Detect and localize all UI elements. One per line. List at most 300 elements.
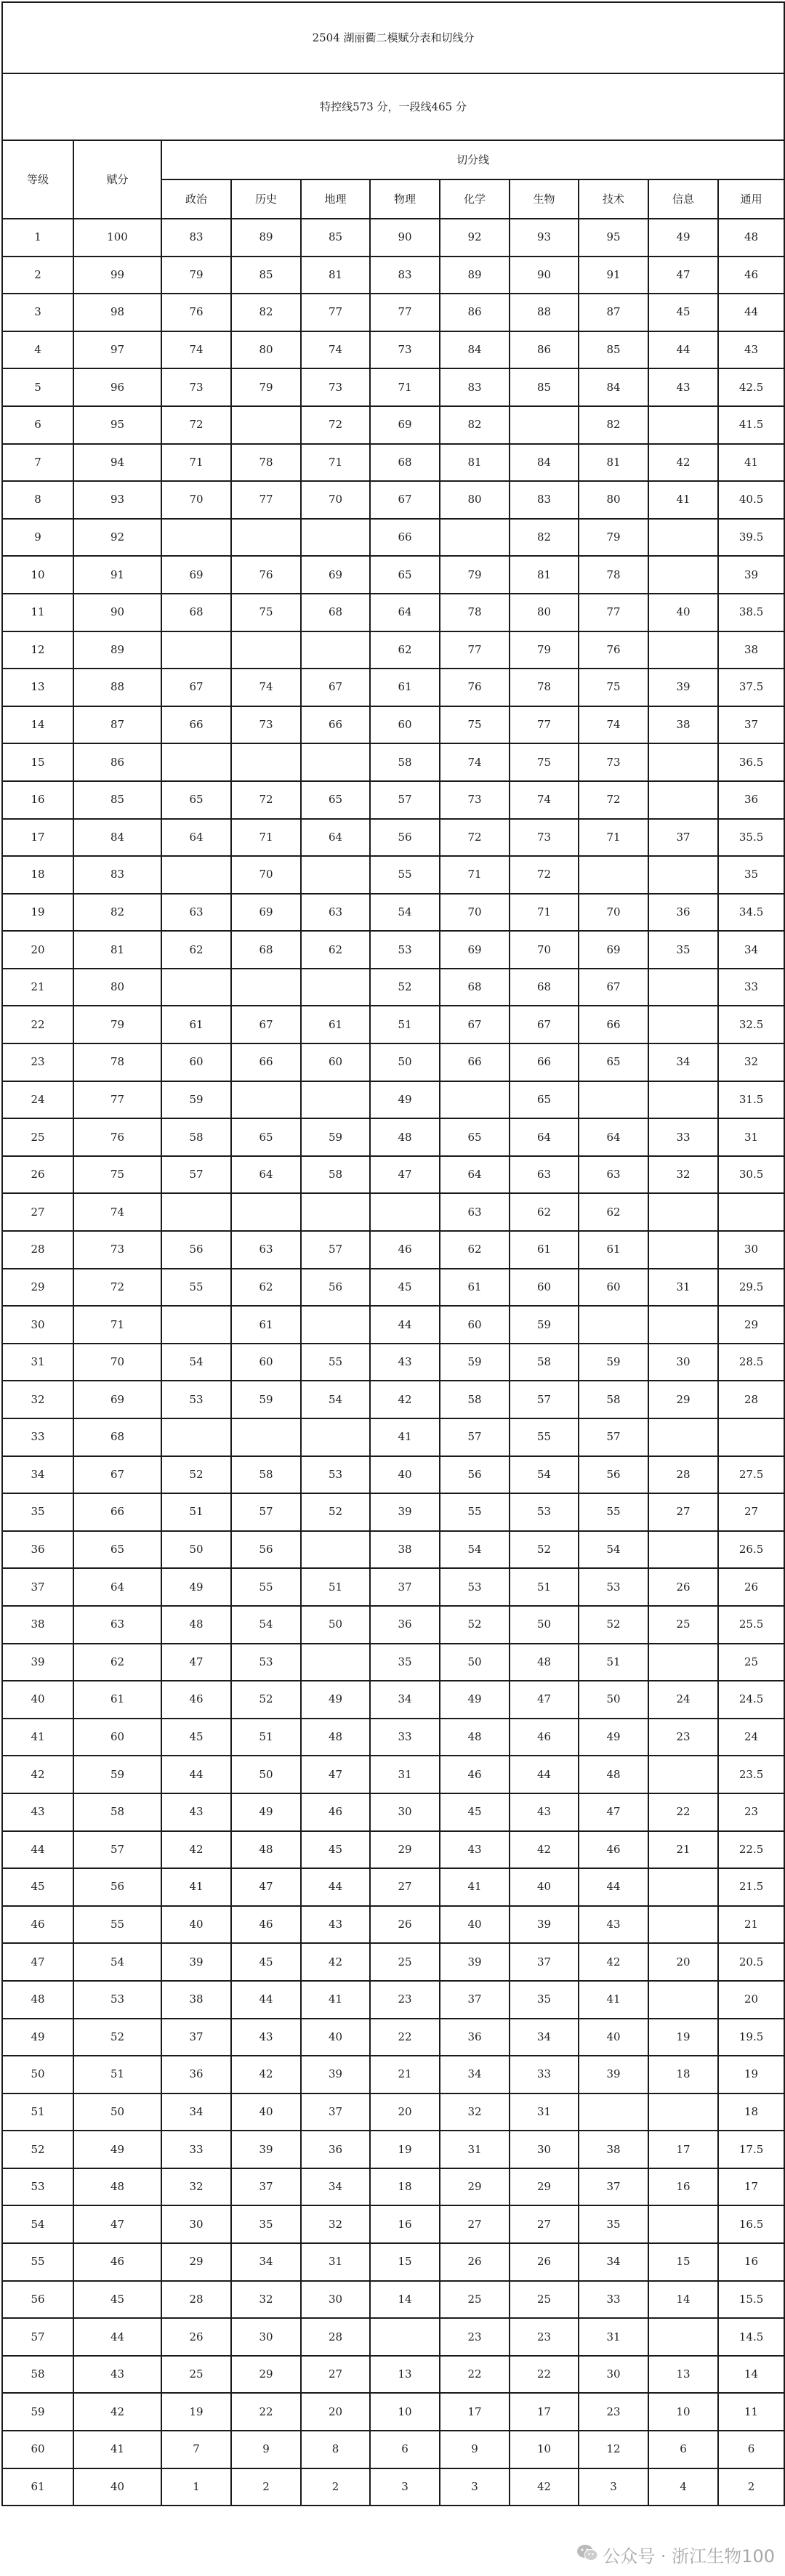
cut-score-cell: 65 bbox=[370, 556, 440, 594]
cut-score-cell: 23 bbox=[718, 1793, 784, 1831]
cut-score-cell: 69 bbox=[579, 931, 648, 969]
cut-score-cell: 39 bbox=[718, 556, 784, 594]
score-cell: 67 bbox=[73, 1456, 161, 1494]
cut-score-cell: 24 bbox=[718, 1719, 784, 1756]
level-cell: 30 bbox=[2, 1306, 73, 1344]
table-row bbox=[2, 1081, 784, 1119]
cut-score-cell: 34 bbox=[579, 2243, 648, 2281]
table-row bbox=[2, 2393, 784, 2431]
cut-score-cell: 63 bbox=[301, 894, 370, 932]
cut-score-cell: 26 bbox=[370, 1906, 440, 1944]
cut-score-cell: 22 bbox=[231, 2393, 301, 2431]
cut-score-cell: 73 bbox=[579, 743, 648, 781]
cut-score-cell: 49 bbox=[301, 1681, 370, 1719]
cut-score-cell: 30.5 bbox=[718, 1156, 784, 1194]
cut-score-cell: 36 bbox=[370, 1606, 440, 1644]
cut-score-cell: 34 bbox=[301, 2168, 370, 2206]
cut-score-cell: 62 bbox=[161, 931, 231, 969]
cut-score-cell: 18 bbox=[718, 2093, 784, 2131]
cut-score-cell: 79 bbox=[579, 519, 648, 557]
cut-score-cell: 30 bbox=[648, 1344, 718, 1381]
score-cell: 58 bbox=[73, 1793, 161, 1831]
cut-score-cell: 74 bbox=[161, 331, 231, 369]
cut-score-cell: 35 bbox=[231, 2205, 301, 2243]
cut-score-cell: 46 bbox=[510, 1719, 579, 1756]
cut-score-cell: 39 bbox=[370, 1493, 440, 1531]
cut-score-cell bbox=[301, 1418, 370, 1456]
cut-score-cell: 48 bbox=[161, 1606, 231, 1644]
cut-score-cell: 70 bbox=[579, 894, 648, 932]
cut-score-cell: 39 bbox=[161, 1943, 231, 1981]
score-cell: 91 bbox=[73, 556, 161, 594]
cut-score-cell: 43 bbox=[370, 1344, 440, 1381]
table-row bbox=[2, 1943, 784, 1981]
cut-score-cell: 65 bbox=[579, 1043, 648, 1081]
score-cell: 70 bbox=[73, 1344, 161, 1381]
level-cell: 54 bbox=[2, 2205, 73, 2243]
cut-score-cell bbox=[231, 406, 301, 444]
cut-score-cell: 40 bbox=[301, 2019, 370, 2056]
cut-score-cell: 62 bbox=[510, 1193, 579, 1231]
cut-score-cell: 80 bbox=[440, 481, 510, 519]
score-cell: 87 bbox=[73, 706, 161, 744]
cut-score-cell: 66 bbox=[161, 706, 231, 744]
cut-score-cell: 89 bbox=[231, 219, 301, 257]
cut-score-cell: 58 bbox=[510, 1344, 579, 1381]
cut-score-cell: 65 bbox=[161, 781, 231, 819]
cut-score-cell: 36 bbox=[161, 2056, 231, 2093]
cut-score-cell: 41 bbox=[440, 1868, 510, 1906]
cut-score-cell bbox=[648, 1868, 718, 1906]
subject-header: 生物 bbox=[510, 179, 579, 219]
cut-score-cell: 57 bbox=[301, 1231, 370, 1269]
cut-score-cell: 60 bbox=[231, 1344, 301, 1381]
cut-score-cell: 37 bbox=[301, 2093, 370, 2131]
cut-score-cell: 11 bbox=[718, 2393, 784, 2431]
cut-score-cell bbox=[648, 2205, 718, 2243]
cut-score-cell: 19 bbox=[161, 2393, 231, 2431]
cut-score-cell: 39.5 bbox=[718, 519, 784, 557]
score-cell: 79 bbox=[73, 1006, 161, 1043]
cut-score-cell: 20 bbox=[370, 2093, 440, 2131]
cut-score-cell: 86 bbox=[440, 294, 510, 331]
cut-score-cell: 55 bbox=[510, 1418, 579, 1456]
cut-score-cell: 83 bbox=[161, 219, 231, 257]
cut-score-cell: 57 bbox=[579, 1418, 648, 1456]
cut-score-cell: 55 bbox=[231, 1568, 301, 1606]
cut-score-cell: 23 bbox=[370, 1981, 440, 2019]
cut-score-cell: 12 bbox=[579, 2431, 648, 2468]
cut-score-cell: 34 bbox=[231, 2243, 301, 2281]
cut-score-cell: 38 bbox=[370, 1531, 440, 1569]
score-cell: 57 bbox=[73, 1831, 161, 1869]
cut-score-cell: 84 bbox=[440, 331, 510, 369]
score-cell: 99 bbox=[73, 257, 161, 294]
cut-score-cell: 56 bbox=[231, 1531, 301, 1569]
cut-score-cell: 45 bbox=[301, 1831, 370, 1869]
level-cell: 58 bbox=[2, 2356, 73, 2394]
table-row bbox=[2, 1306, 784, 1344]
cut-score-cell: 36 bbox=[648, 894, 718, 932]
cut-score-cell: 48 bbox=[718, 219, 784, 257]
score-cell: 92 bbox=[73, 519, 161, 557]
cut-score-cell: 83 bbox=[440, 368, 510, 406]
score-cell: 95 bbox=[73, 406, 161, 444]
cut-score-cell bbox=[579, 2093, 648, 2131]
cut-score-cell: 1 bbox=[161, 2468, 231, 2506]
cut-score-cell: 66 bbox=[231, 1043, 301, 1081]
cut-score-cell: 51 bbox=[579, 1644, 648, 1681]
table-row bbox=[2, 444, 784, 482]
cut-score-cell: 34.5 bbox=[718, 894, 784, 932]
cut-score-cell: 47 bbox=[370, 1156, 440, 1194]
table-row bbox=[2, 2281, 784, 2319]
score-cell: 61 bbox=[73, 1681, 161, 1719]
cut-score-cell: 45 bbox=[231, 1943, 301, 1981]
cut-score-cell: 30 bbox=[510, 2131, 579, 2168]
cut-score-cell: 51 bbox=[510, 1568, 579, 1606]
cut-score-cell: 43 bbox=[440, 1831, 510, 1869]
cut-score-cell: 42 bbox=[370, 1381, 440, 1418]
table-row bbox=[2, 969, 784, 1006]
cut-score-cell bbox=[161, 743, 231, 781]
cut-score-cell: 74 bbox=[579, 706, 648, 744]
score-cell: 40 bbox=[73, 2468, 161, 2506]
level-cell: 18 bbox=[2, 856, 73, 894]
cut-score-cell: 57 bbox=[161, 1156, 231, 1194]
score-cell: 56 bbox=[73, 1868, 161, 1906]
table-row bbox=[2, 1868, 784, 1906]
level-cell: 29 bbox=[2, 1269, 73, 1307]
cut-score-cell: 68 bbox=[231, 931, 301, 969]
cut-score-cell: 90 bbox=[510, 257, 579, 294]
score-cell: 77 bbox=[73, 1081, 161, 1119]
cut-score-cell: 43 bbox=[161, 1793, 231, 1831]
score-cell: 93 bbox=[73, 481, 161, 519]
cut-score-cell: 60 bbox=[440, 1306, 510, 1344]
table-row bbox=[2, 706, 784, 744]
cut-score-cell: 16.5 bbox=[718, 2205, 784, 2243]
cut-score-cell: 60 bbox=[579, 1269, 648, 1307]
cut-score-cell: 40 bbox=[648, 594, 718, 631]
score-cell: 52 bbox=[73, 2019, 161, 2056]
cut-score-cell: 39 bbox=[231, 2131, 301, 2168]
cut-score-cell: 23 bbox=[648, 1719, 718, 1756]
cut-score-cell: 50 bbox=[440, 1644, 510, 1681]
cut-score-cell: 90 bbox=[370, 219, 440, 257]
cut-score-cell: 72 bbox=[510, 856, 579, 894]
cut-score-cell: 39 bbox=[301, 2056, 370, 2093]
cut-score-cell: 40 bbox=[231, 2093, 301, 2131]
watermark-text: 公众号 · 浙江生物100 bbox=[603, 2546, 775, 2567]
cut-score-cell: 17.5 bbox=[718, 2131, 784, 2168]
cut-score-cell: 93 bbox=[510, 219, 579, 257]
level-cell: 11 bbox=[2, 594, 73, 631]
cut-score-cell: 73 bbox=[370, 331, 440, 369]
cut-score-cell: 42 bbox=[301, 1943, 370, 1981]
level-cell: 60 bbox=[2, 2431, 73, 2468]
cut-score-cell: 58 bbox=[579, 1381, 648, 1418]
cut-score-cell: 66 bbox=[510, 1043, 579, 1081]
cut-score-cell: 49 bbox=[579, 1719, 648, 1756]
cut-score-cell: 59 bbox=[231, 1381, 301, 1418]
level-cell: 23 bbox=[2, 1043, 73, 1081]
level-cell: 26 bbox=[2, 1156, 73, 1194]
cut-score-cell: 25 bbox=[510, 2281, 579, 2319]
cut-score-cell bbox=[440, 519, 510, 557]
cut-score-cell bbox=[301, 969, 370, 1006]
cut-score-cell: 29 bbox=[161, 2243, 231, 2281]
cut-score-cell bbox=[161, 519, 231, 557]
score-cell: 49 bbox=[73, 2131, 161, 2168]
level-header: 等级 bbox=[2, 140, 73, 219]
table-row bbox=[2, 1193, 784, 1231]
table-row bbox=[2, 894, 784, 932]
cut-score-cell bbox=[161, 856, 231, 894]
cut-score-cell: 7 bbox=[161, 2431, 231, 2468]
cut-score-cell: 57 bbox=[370, 781, 440, 819]
level-cell: 42 bbox=[2, 1756, 73, 1793]
cut-score-cell: 67 bbox=[231, 1006, 301, 1043]
cut-score-cell: 82 bbox=[440, 406, 510, 444]
cut-score-cell: 67 bbox=[161, 669, 231, 706]
table-row bbox=[2, 631, 784, 669]
cut-score-cell bbox=[648, 969, 718, 1006]
cut-score-cell: 51 bbox=[370, 1006, 440, 1043]
cut-score-cell: 85 bbox=[579, 331, 648, 369]
table-row bbox=[2, 1344, 784, 1381]
cut-score-cell: 54 bbox=[161, 1344, 231, 1381]
cut-score-cell: 20 bbox=[718, 1981, 784, 2019]
cut-score-cell: 42.5 bbox=[718, 368, 784, 406]
cut-score-cell: 79 bbox=[231, 368, 301, 406]
cut-score-cell: 32 bbox=[161, 2168, 231, 2206]
cut-score-cell: 63 bbox=[161, 894, 231, 932]
cut-score-cell: 41 bbox=[718, 444, 784, 482]
cut-score-cell bbox=[301, 856, 370, 894]
table-row bbox=[2, 1568, 784, 1606]
cut-score-cell: 44 bbox=[370, 1306, 440, 1344]
cut-score-cell: 59 bbox=[161, 1081, 231, 1119]
cut-score-cell: 50 bbox=[579, 1681, 648, 1719]
cut-score-cell: 25 bbox=[648, 1606, 718, 1644]
cut-score-cell: 55 bbox=[161, 1269, 231, 1307]
cut-score-cell: 27 bbox=[301, 2356, 370, 2394]
cut-score-cell: 24.5 bbox=[718, 1681, 784, 1719]
level-cell: 27 bbox=[2, 1193, 73, 1231]
cut-score-cell: 37 bbox=[370, 1568, 440, 1606]
cut-score-cell: 30 bbox=[370, 1793, 440, 1831]
cut-score-cell bbox=[648, 1531, 718, 1569]
cut-score-cell: 42 bbox=[579, 1943, 648, 1981]
cut-score-cell: 53 bbox=[161, 1381, 231, 1418]
cut-score-cell: 37 bbox=[440, 1981, 510, 2019]
cut-score-cell: 14 bbox=[648, 2281, 718, 2319]
score-cell: 51 bbox=[73, 2056, 161, 2093]
cut-score-cell: 40 bbox=[510, 1868, 579, 1906]
cut-score-cell: 23.5 bbox=[718, 1756, 784, 1793]
cut-score-cell: 79 bbox=[161, 257, 231, 294]
table-row bbox=[2, 1644, 784, 1681]
cut-score-cell bbox=[648, 743, 718, 781]
cut-score-cell: 67 bbox=[440, 1006, 510, 1043]
cut-score-cell: 71 bbox=[370, 368, 440, 406]
cut-score-cell: 54 bbox=[579, 1531, 648, 1569]
score-cell: 80 bbox=[73, 969, 161, 1006]
cut-score-cell: 56 bbox=[161, 1231, 231, 1269]
cut-score-cell: 33 bbox=[161, 2131, 231, 2168]
cut-score-cell: 21 bbox=[370, 2056, 440, 2093]
cut-score-cell: 56 bbox=[301, 1269, 370, 1307]
cut-score-cell: 54 bbox=[370, 894, 440, 932]
cut-score-cell: 64 bbox=[301, 819, 370, 857]
cut-score-cell: 40 bbox=[370, 1456, 440, 1494]
cut-score-cell bbox=[648, 1231, 718, 1269]
cut-score-cell: 52 bbox=[510, 1531, 579, 1569]
cut-score-cell: 49 bbox=[161, 1568, 231, 1606]
score-cell: 65 bbox=[73, 1531, 161, 1569]
cut-score-cell: 52 bbox=[370, 969, 440, 1006]
level-cell: 1 bbox=[2, 219, 73, 257]
cut-score-cell: 44 bbox=[301, 1868, 370, 1906]
cut-score-cell: 49 bbox=[231, 1793, 301, 1831]
cut-score-cell: 58 bbox=[370, 743, 440, 781]
cut-score-cell: 35.5 bbox=[718, 819, 784, 857]
score-cell: 74 bbox=[73, 1193, 161, 1231]
cut-score-cell: 28.5 bbox=[718, 1344, 784, 1381]
score-cell: 73 bbox=[73, 1231, 161, 1269]
cut-score-cell: 16 bbox=[648, 2168, 718, 2206]
cut-score-cell bbox=[648, 556, 718, 594]
score-cell: 86 bbox=[73, 743, 161, 781]
cut-score-cell: 83 bbox=[510, 481, 579, 519]
subject-header: 通用 bbox=[718, 179, 784, 219]
cut-score-cell: 53 bbox=[579, 1568, 648, 1606]
cut-score-cell: 6 bbox=[718, 2431, 784, 2468]
cut-score-cell: 21 bbox=[648, 1831, 718, 1869]
cut-score-cell: 67 bbox=[370, 481, 440, 519]
table-row bbox=[2, 1531, 784, 1569]
cut-score-cell: 2 bbox=[718, 2468, 784, 2506]
table-row bbox=[2, 594, 784, 631]
cut-score-cell: 3 bbox=[579, 2468, 648, 2506]
cut-score-cell: 34 bbox=[161, 2093, 231, 2131]
cut-score-cell: 10 bbox=[510, 2431, 579, 2468]
cut-score-cell: 25 bbox=[370, 1943, 440, 1981]
cut-score-cell: 54 bbox=[231, 1606, 301, 1644]
cut-score-cell: 29 bbox=[440, 2168, 510, 2206]
cut-score-cell: 81 bbox=[301, 257, 370, 294]
cut-score-cell: 64 bbox=[231, 1156, 301, 1194]
cut-score-cell: 39 bbox=[648, 669, 718, 706]
cut-score-cell bbox=[648, 1906, 718, 1944]
cut-score-cell: 53 bbox=[301, 1456, 370, 1494]
cut-score-cell: 41 bbox=[301, 1981, 370, 2019]
score-cell: 97 bbox=[73, 331, 161, 369]
cut-score-cell: 16 bbox=[718, 2243, 784, 2281]
table-title: 2504 湖丽衢二模赋分表和切线分 bbox=[2, 2, 784, 73]
cut-score-cell bbox=[648, 856, 718, 894]
cut-score-cell: 23 bbox=[579, 2393, 648, 2431]
cut-score-cell: 28 bbox=[161, 2281, 231, 2319]
cut-score-cell: 26 bbox=[161, 2318, 231, 2356]
cut-score-cell: 70 bbox=[231, 856, 301, 894]
cut-score-cell: 70 bbox=[440, 894, 510, 932]
cut-score-cell: 44 bbox=[231, 1981, 301, 2019]
cut-score-cell: 16 bbox=[370, 2205, 440, 2243]
score-table bbox=[1, 1, 785, 2506]
level-cell: 36 bbox=[2, 1531, 73, 1569]
cut-score-cell: 43 bbox=[231, 2019, 301, 2056]
cut-score-cell: 30 bbox=[231, 2318, 301, 2356]
table-subtitle: 特控线573 分，一段线465 分 bbox=[2, 73, 784, 140]
cut-score-cell: 45 bbox=[161, 1719, 231, 1756]
cut-score-cell: 65 bbox=[301, 781, 370, 819]
level-cell: 53 bbox=[2, 2168, 73, 2206]
cut-score-cell: 46 bbox=[231, 1906, 301, 1944]
cut-score-cell: 31 bbox=[370, 1756, 440, 1793]
score-cell: 89 bbox=[73, 631, 161, 669]
table-row bbox=[2, 2356, 784, 2394]
cut-score-cell: 20 bbox=[648, 1943, 718, 1981]
cut-score-cell bbox=[301, 1306, 370, 1344]
score-cell: 47 bbox=[73, 2205, 161, 2243]
cut-score-cell: 82 bbox=[510, 519, 579, 557]
cut-score-cell bbox=[301, 743, 370, 781]
cut-score-cell: 40.5 bbox=[718, 481, 784, 519]
table-row bbox=[2, 743, 784, 781]
table-row bbox=[2, 1606, 784, 1644]
level-cell: 22 bbox=[2, 1006, 73, 1043]
table-row bbox=[2, 2318, 784, 2356]
cut-score-cell bbox=[231, 743, 301, 781]
cut-score-cell: 71 bbox=[231, 819, 301, 857]
cut-score-cell: 26 bbox=[648, 1568, 718, 1606]
cut-score-cell: 21.5 bbox=[718, 1868, 784, 1906]
cut-score-cell bbox=[301, 631, 370, 669]
cut-score-cell: 77 bbox=[301, 294, 370, 331]
level-cell: 49 bbox=[2, 2019, 73, 2056]
table-row bbox=[2, 481, 784, 519]
table-row bbox=[2, 781, 784, 819]
table-row bbox=[2, 368, 784, 406]
level-cell: 13 bbox=[2, 669, 73, 706]
cut-score-cell: 59 bbox=[440, 1344, 510, 1381]
cut-score-cell: 37.5 bbox=[718, 669, 784, 706]
table-row bbox=[2, 294, 784, 331]
cut-score-cell: 38 bbox=[161, 1981, 231, 2019]
cut-score-cell: 30 bbox=[301, 2281, 370, 2319]
cut-score-cell: 42 bbox=[648, 444, 718, 482]
cut-score-cell: 71 bbox=[440, 856, 510, 894]
cut-score-cell: 66 bbox=[370, 519, 440, 557]
cut-score-cell: 72 bbox=[301, 406, 370, 444]
cut-score-cell: 56 bbox=[370, 819, 440, 857]
cut-score-cell: 17 bbox=[510, 2393, 579, 2431]
cut-score-cell: 37 bbox=[161, 2019, 231, 2056]
cut-score-cell: 62 bbox=[231, 1269, 301, 1307]
cut-score-cell: 61 bbox=[301, 1006, 370, 1043]
table-row bbox=[2, 1156, 784, 1194]
level-cell: 38 bbox=[2, 1606, 73, 1644]
cut-score-cell: 14 bbox=[718, 2356, 784, 2394]
cut-score-cell: 64 bbox=[440, 1156, 510, 1194]
cut-score-cell: 53 bbox=[231, 1644, 301, 1681]
cut-score-cell: 14 bbox=[370, 2281, 440, 2319]
cut-score-cell: 68 bbox=[440, 969, 510, 1006]
table-row bbox=[2, 2019, 784, 2056]
cut-score-cell: 74 bbox=[440, 743, 510, 781]
